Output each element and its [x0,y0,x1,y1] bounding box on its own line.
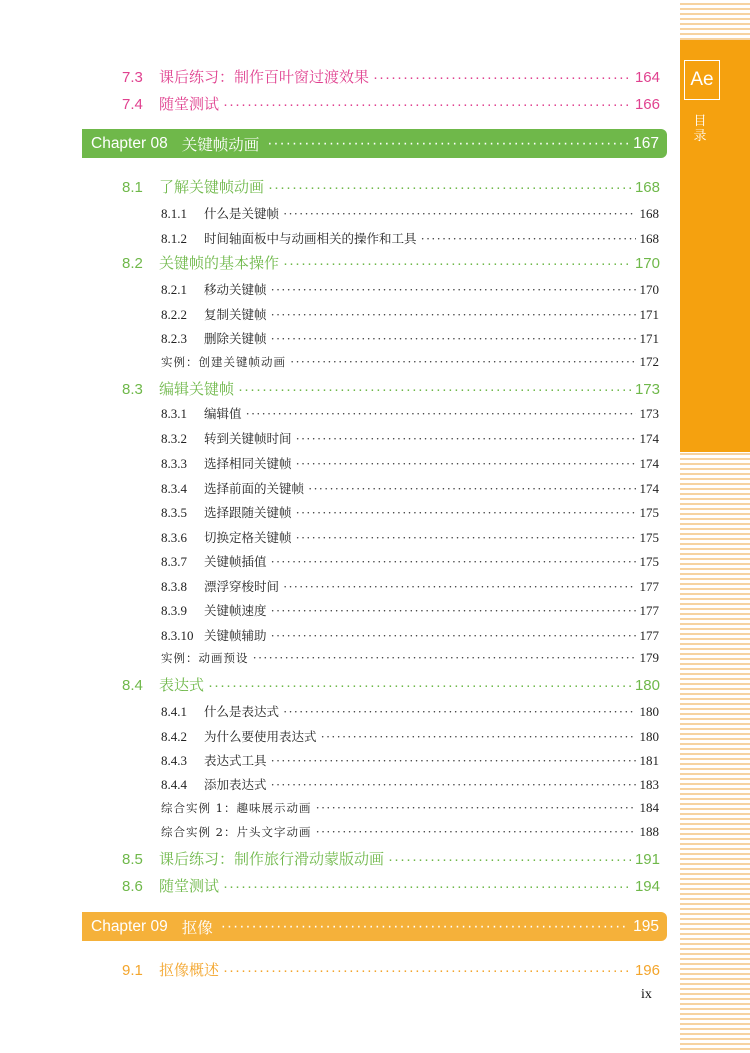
entry-number: 8.5 [122,851,143,868]
toc-entry[interactable] [161,229,659,247]
dot-leader [221,918,629,936]
entry-page: 194 [634,878,660,895]
dot-leader [296,431,636,447]
entry-number: 8.2.1 [161,282,187,297]
entry-number: 8.4.2 [161,729,187,744]
entry-number: 7.4 [122,96,143,113]
dot-leader [271,282,636,298]
ae-logo: Ae [684,60,720,100]
entry-number: 8.3.5 [161,505,187,520]
entry-number: 8.3.9 [161,603,187,618]
chapter-page: 195 [633,917,659,935]
toc-entry[interactable] [161,702,659,720]
entry-number: 8.3.10 [161,628,194,643]
toc-entry[interactable] [161,305,659,323]
entry-title: 添加表达式 [204,777,267,792]
entry-title: 时间轴面板中与动画相关的操作和工具 [204,231,417,246]
entry-page: 168 [639,206,659,221]
entry-page: 177 [639,628,659,643]
dot-leader [290,354,636,370]
entry-number: 8.4.3 [161,753,187,768]
toc-entry[interactable] [161,626,659,644]
entry-number: 8.3.7 [161,554,187,569]
entry-number: 8.3.1 [161,406,187,421]
entry-page: 180 [634,677,660,694]
toc-entry[interactable] [122,378,660,399]
toc-entry[interactable] [161,204,659,222]
toc-entry[interactable] [161,552,659,570]
entry-title: 综合实例 1：趣味展示动画 [161,801,312,815]
entry-title: 什么是表达式 [204,704,280,719]
side-tab [680,40,750,452]
dot-leader [267,135,629,153]
dot-leader [253,650,636,666]
toc-entry-9-1[interactable] [122,959,660,980]
toc-entry[interactable] [161,775,659,793]
entry-number: 8.3.4 [161,481,187,496]
entry-title: 关键帧辅助 [204,628,267,643]
toc-entry[interactable] [161,824,659,840]
toc-entry[interactable] [161,528,659,546]
chapter-09-banner[interactable] [82,912,667,941]
entry-number: 8.3.6 [161,530,187,545]
toc-entry[interactable] [161,727,659,745]
entry-title: 删除关键帧 [204,331,267,346]
entry-title: 编辑值 [204,406,242,421]
chapter-title: 抠像 [181,919,213,937]
entry-page: 174 [639,481,659,496]
toc-entry[interactable] [161,479,659,497]
dot-leader [388,851,631,868]
entry-number: 8.1 [122,179,143,196]
entry-title: 抠像概述 [159,962,220,979]
dot-leader [271,554,636,570]
toc-entry[interactable] [161,650,659,666]
entry-title: 表达式 [159,677,205,694]
dot-leader [421,231,636,247]
entry-number: 8.2.3 [161,331,187,346]
entry-title: 随堂测试 [159,96,220,113]
entry-page: 166 [634,96,660,113]
dot-leader [308,481,635,497]
toc-entry[interactable] [122,875,660,896]
page-folio: ix [641,987,652,1002]
dot-leader [271,753,636,769]
entry-page: 180 [639,704,659,719]
entry-page: 174 [639,456,659,471]
entry-title: 课后练习：制作旅行滑动蒙版动画 [159,851,385,868]
entry-page: 196 [634,962,660,979]
toc-side-label-line1: 目 [693,114,707,129]
entry-page: 175 [639,505,659,520]
entry-title: 切换定格关键帧 [204,530,292,545]
toc-entry[interactable] [161,354,659,370]
entry-title: 移动关键帧 [204,282,267,297]
entry-page: 181 [639,753,659,768]
chapter-page: 167 [633,134,659,152]
dot-leader [296,530,636,546]
toc-entry[interactable] [161,601,659,619]
chapter-08-banner[interactable] [82,129,667,158]
entry-number: 9.1 [122,962,143,979]
entry-page: 170 [634,255,660,272]
entry-page: 180 [639,729,659,744]
entry-page: 168 [639,231,659,246]
entry-number: 8.3.8 [161,579,187,594]
entry-title: 课后练习：制作百叶窗过渡效果 [159,69,370,86]
dot-leader [271,307,636,323]
entry-page: 164 [634,69,660,86]
toc-entry[interactable] [122,674,660,695]
entry-page: 173 [634,381,660,398]
toc-entry[interactable] [122,176,660,197]
entry-title: 实例：创建关键帧动画 [161,355,286,369]
dot-leader [223,962,631,979]
toc-entry[interactable] [161,454,659,472]
dot-leader [296,505,636,521]
entry-title: 表达式工具 [204,753,267,768]
entry-page: 168 [634,179,660,196]
entry-page: 171 [639,307,659,322]
entry-page: 184 [639,800,659,815]
entry-title: 为什么要使用表达式 [204,729,317,744]
entry-title: 转到关键帧时间 [204,431,292,446]
dot-leader [268,179,631,196]
entry-title: 选择相同关键帧 [204,456,292,471]
entry-number: 8.4 [122,677,143,694]
entry-page: 174 [639,431,659,446]
entry-title: 什么是关键帧 [204,206,280,221]
toc-entry[interactable] [161,329,659,347]
dot-leader [283,206,635,222]
dot-leader [283,704,635,720]
dot-leader [223,96,631,113]
toc-side-label [690,114,710,144]
entry-page: 170 [639,282,659,297]
entry-title: 综合实例 2：片头文字动画 [161,825,312,839]
toc-entry-7-3[interactable] [122,66,660,87]
entry-number: 8.6 [122,878,143,895]
dot-leader [271,603,636,619]
entry-page: 191 [634,851,660,868]
entry-number: 8.4.1 [161,704,187,719]
entry-number: 8.3 [122,381,143,398]
entry-page: 179 [639,650,659,665]
entry-number: 8.3.2 [161,431,187,446]
entry-number: 8.2.2 [161,307,187,322]
entry-title: 关键帧速度 [204,603,267,618]
toc-entry[interactable] [122,848,660,869]
entry-page: 175 [639,554,659,569]
entry-page: 172 [639,354,659,369]
toc-entry[interactable] [161,404,659,422]
entry-page: 171 [639,331,659,346]
entry-page: 175 [639,530,659,545]
toc-entry[interactable] [161,429,659,447]
dot-leader [283,255,631,272]
entry-page: 177 [639,603,659,618]
entry-title: 关键帧的基本操作 [159,255,280,272]
toc-entry[interactable] [161,577,659,595]
entry-title: 编辑关键帧 [159,381,235,398]
dot-leader [373,69,631,86]
dot-leader [315,800,635,816]
toc-entry[interactable] [161,280,659,298]
dot-leader [238,381,631,398]
dot-leader [208,677,631,694]
dot-leader [246,406,636,422]
dot-leader [271,777,636,793]
chapter-label: Chapter 09 [91,917,168,935]
toc-entry[interactable] [161,800,659,816]
entry-number: 8.3.3 [161,456,187,471]
entry-title: 选择跟随关键帧 [204,505,292,520]
entry-page: 188 [639,824,659,839]
entry-title: 随堂测试 [159,878,220,895]
toc-entry-7-4[interactable] [122,93,660,114]
entry-title: 漂浮穿梭时间 [204,579,280,594]
entry-page: 177 [639,579,659,594]
dot-leader [223,878,631,895]
entry-number: 8.1.2 [161,231,187,246]
entry-number: 8.2 [122,255,143,272]
dot-leader [315,824,635,840]
dot-leader [271,628,636,644]
toc-side-label-line2: 录 [693,129,707,144]
entry-page: 183 [639,777,659,792]
toc-entry[interactable] [161,503,659,521]
entry-title: 复制关键帧 [204,307,267,322]
toc-entry[interactable] [122,252,660,273]
dot-leader [283,579,635,595]
entry-title: 选择前面的关键帧 [204,481,305,496]
entry-title: 了解关键帧动画 [159,179,265,196]
entry-title: 关键帧插值 [204,554,267,569]
dot-leader [296,456,636,472]
dot-leader [321,729,636,745]
entry-number: 8.4.4 [161,777,187,792]
dot-leader [271,331,636,347]
entry-title: 实例：动画预设 [161,651,249,665]
toc-entry[interactable] [161,751,659,769]
entry-page: 173 [639,406,659,421]
chapter-label: Chapter 08 [91,134,168,152]
chapter-title: 关键帧动画 [181,136,260,154]
entry-number: 8.1.1 [161,206,187,221]
entry-number: 7.3 [122,69,143,86]
